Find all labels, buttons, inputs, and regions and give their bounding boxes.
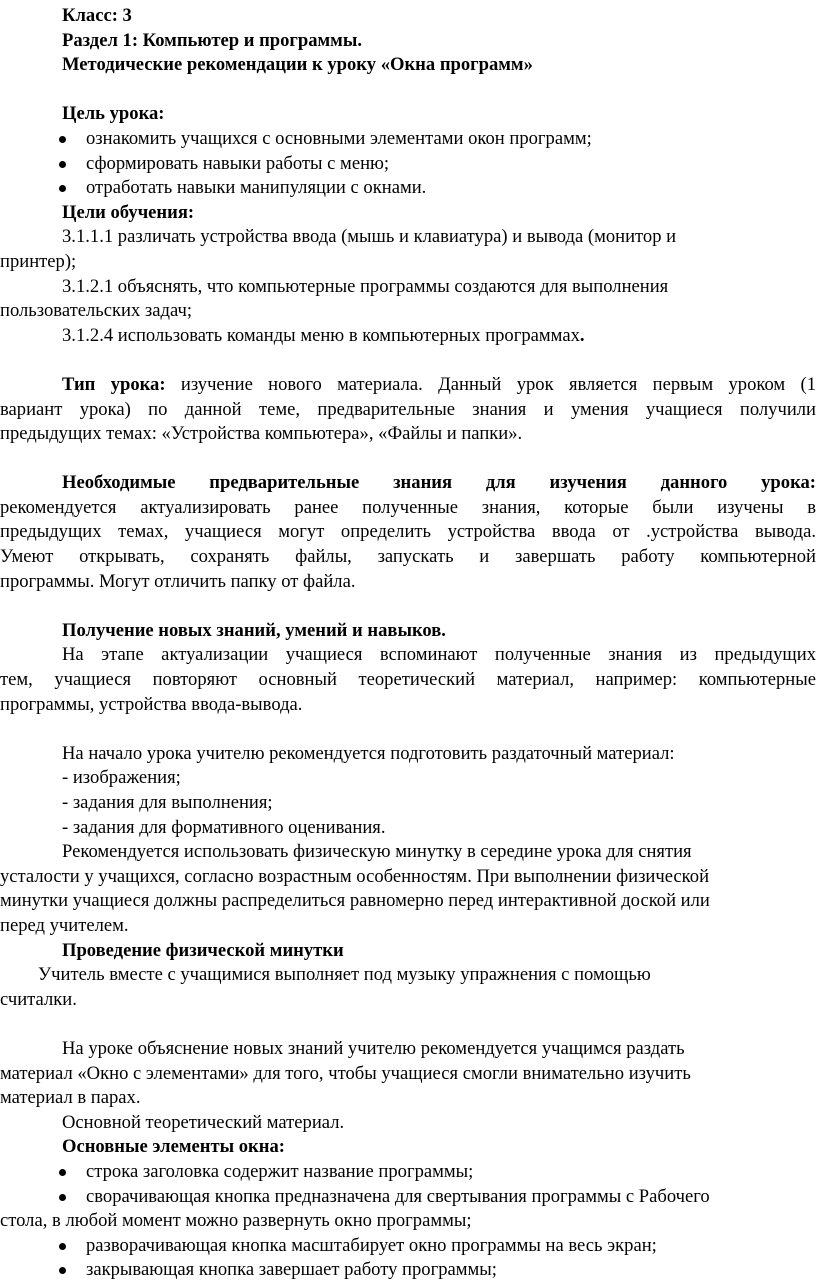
- bullet-icon: [59, 1194, 66, 1201]
- recommendation-line: минутки учащиеся должны распределиться равномерно перед интерактивной доской или: [0, 890, 710, 912]
- bullet-icon: [59, 136, 66, 143]
- prior-knowledge-line: программы. Могут отличить папку от файла.: [0, 570, 356, 592]
- objective-text: пользовательских задач;: [0, 300, 193, 322]
- guidelines-title: Методические рекомендации к уроку «Окна программ»: [62, 54, 533, 76]
- window-element-item: сворачивающая кнопка предназначена для свертывания программы с Рабочего: [0, 1185, 816, 1210]
- lesson-type-line: Тип урока: изучение нового материала. Данный урок является первым уроком (1: [62, 373, 816, 395]
- objective-text: 3.1.2.1 объяснять, что компьютерные программы создаются для выполнения: [62, 275, 669, 297]
- lesson-goal-item: отработать навыки манипуляции с окнами.: [0, 176, 816, 201]
- bullet-icon: [59, 1169, 66, 1176]
- lesson-type-line: вариант урока) по данной теме, предварительные знания и умения учащиеся получили: [0, 398, 816, 420]
- prior-knowledge-line: предыдущих темах, учащиеся могут определить устройства ввода от .устройства вывода.: [0, 521, 816, 543]
- recommendation-line: перед учителем.: [0, 914, 129, 936]
- explanation-line: Основной теоретический материал.: [62, 1111, 345, 1133]
- window-elements-heading: Основные элементы окна:: [62, 1136, 285, 1158]
- explanation-line: На уроке объяснение новых знаний учителю рекомендуется учащимся раздать: [62, 1037, 685, 1059]
- new-knowledge-line: На этапе актуализации учащиеся вспоминают полученные знания из предыдущих: [62, 644, 816, 666]
- physical-break-line: считалки.: [0, 988, 77, 1010]
- bullet-icon: [59, 161, 66, 168]
- class-label: Класс: 3: [62, 5, 132, 26]
- bullet-icon: [59, 1243, 66, 1250]
- learning-objectives-heading: Цели обучения:: [62, 201, 195, 223]
- lesson-type-line: предыдущих темах: «Устройства компьютера», «Файлы и папки».: [0, 423, 523, 445]
- window-element-item: закрывающая кнопка завершает работу программы;: [0, 1258, 816, 1283]
- window-element-item-cont: стола, в любой момент можно развернуть окно программы;: [0, 1210, 472, 1232]
- physical-break-heading: Проведение физической минутки: [62, 939, 344, 961]
- recommendation-line: Рекомендуется использовать физическую минутку в середине урока для снятия: [62, 841, 692, 863]
- document-page: [0, 4, 816, 1283]
- prior-knowledge-line: Умеют открывать, сохранять файлы, запускать и завершать работу компьютерной: [0, 546, 816, 568]
- lesson-goal-item: сформировать навыки работы с меню;: [0, 152, 816, 177]
- new-knowledge-line: тем, учащиеся повторяют основный теоретический материал, например: компьютерные: [0, 669, 816, 691]
- section-label: Раздел 1: Компьютер и программы.: [62, 29, 363, 51]
- objective-text: 3.1.1.1 различать устройства ввода (мышь и клавиатура) и вывода (монитор и: [62, 226, 677, 248]
- prior-knowledge-heading: Необходимые предварительные знания для изучения данного урока:: [62, 472, 816, 494]
- physical-break-line: Учитель вместе с учащимися выполняет под музыку упражнения с помощью: [38, 964, 651, 986]
- explanation-line: материал в парах.: [0, 1087, 141, 1109]
- lesson-type-label: Тип урока:: [62, 373, 166, 395]
- window-element-item: строка заголовка содержит название программы;: [0, 1160, 816, 1185]
- bullet-icon: [59, 1267, 66, 1274]
- new-knowledge-heading: Получение новых знаний, умений и навыков.: [62, 619, 446, 641]
- explanation-line: материал «Окно с элементами» для того, чтобы учащиеся смогли внимательно изучить: [0, 1062, 691, 1084]
- lesson-goal-item: ознакомить учащихся с основными элементами окон программ;: [0, 127, 816, 152]
- new-knowledge-line: программы, устройства ввода-вывода.: [0, 693, 303, 715]
- objective-text: принтер);: [0, 250, 77, 272]
- recommendation-line: усталости у учащихся, согласно возрастным особенностям. При выполнении физической: [0, 865, 710, 887]
- lesson-goal-heading: Цель урока:: [62, 103, 165, 125]
- handout-item: - задания для формативного оценивания.: [62, 816, 386, 838]
- bullet-icon: [59, 185, 66, 192]
- handout-item: - задания для выполнения;: [62, 792, 273, 813]
- handout-item: - изображения;: [62, 767, 181, 789]
- window-element-item: разворачивающая кнопка масштабирует окно программы на весь экран;: [0, 1234, 816, 1259]
- handouts-intro: На начало урока учителю рекомендуется подготовить раздаточный материал:: [62, 742, 675, 764]
- objective-text: 3.1.2.4 использовать команды меню в компьютерных программах.: [62, 324, 585, 346]
- prior-knowledge-line: рекомендуется актуализировать ранее полученные знания, которые были изучены в: [0, 496, 816, 518]
